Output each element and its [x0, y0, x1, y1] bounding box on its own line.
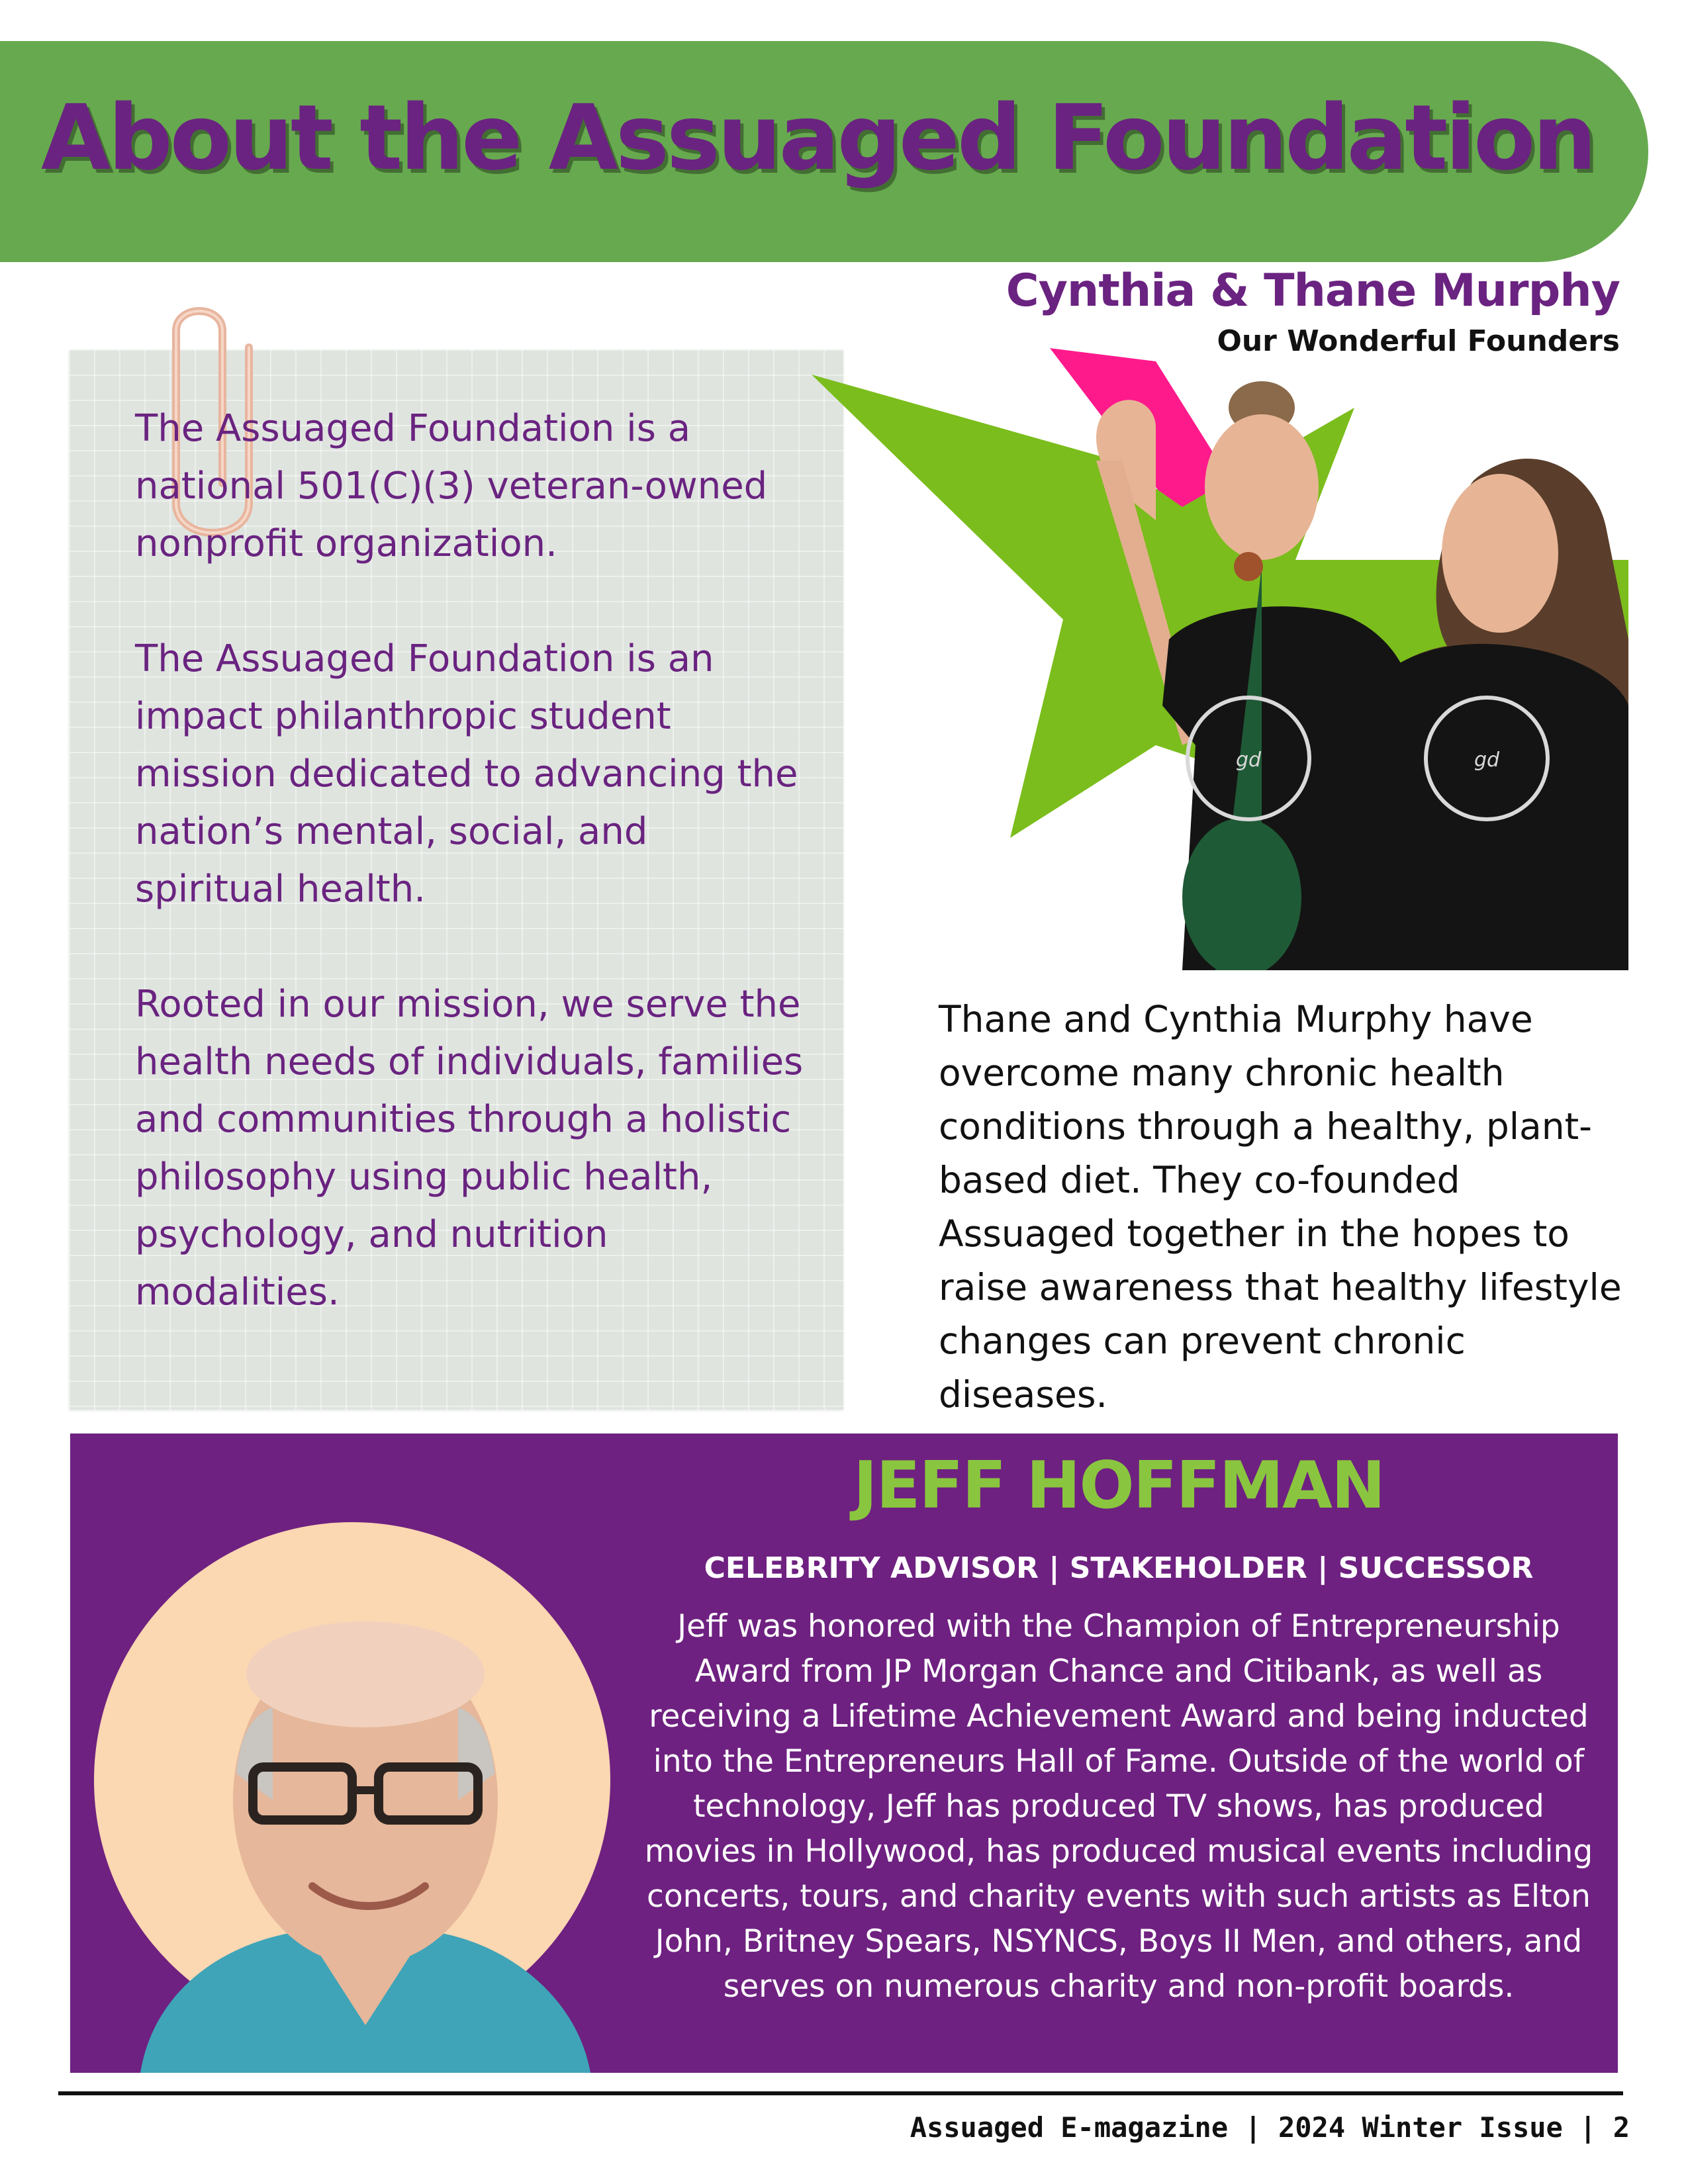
about-paragraph: The Assuaged Foundation is an impact philanthropic student mission dedicated to advancing the nation’s mental, social, and spiritual health.: [135, 637, 798, 911]
advisor-name: JEFF HOFFMAN: [853, 1448, 1384, 1524]
footer-text: Assuaged E-magazine | 2024 Winter Issue | 2: [910, 2111, 1630, 2144]
advisor-bio: Jeff was honored with the Champion of Entrepreneurship Award from JP Morgan Chance and Citibank, as well as receiving a Lifetime Achievement Award and being inducted into the Entrepreneurs Hall of Fame. Outside of the world of technology, Jeff has produced TV shows, has produced movies in Hollywood, has produced musical events including concerts, tours, and charity events with such artists as Elton John, Britney Spears, NSYNCS, Boys II Men, and others, and serves on numerous charity and non-profit boards.: [644, 1608, 1593, 2005]
about-paragraph: The Assuaged Foundation is a national 501(C)(3) veteran-owned nonprofit organization.: [135, 407, 768, 565]
founders-bio: Thane and Cynthia Murphy have overcome many chronic health conditions through a healthy, plant-based diet. They co-founded Assuaged together in the hopes to raise awareness that healthy lifestyle changes can prevent chronic diseases.: [939, 998, 1622, 1416]
founders-name: Cynthia & Thane Murphy: [1006, 265, 1620, 317]
founders-photo: [812, 335, 1628, 970]
about-text: [135, 400, 804, 1379]
advisor-role: CELEBRITY ADVISOR | STAKEHOLDER | SUCCESSOR: [704, 1551, 1534, 1585]
advisor-photo: [140, 1602, 590, 2073]
svg-text:gd: gd: [1474, 749, 1500, 772]
footer-divider: [58, 2091, 1623, 2095]
founders-subtitle: Our Wonderful Founders: [1217, 324, 1620, 358]
about-paragraph: Rooted in our mission, we serve the health needs of individuals, families and communities through a holistic philosophy using public health, psychology, and nutrition modalities.: [135, 983, 804, 1314]
page-title: About the Assuaged Foundation: [41, 86, 1595, 191]
svg-text:gd: gd: [1235, 749, 1262, 772]
